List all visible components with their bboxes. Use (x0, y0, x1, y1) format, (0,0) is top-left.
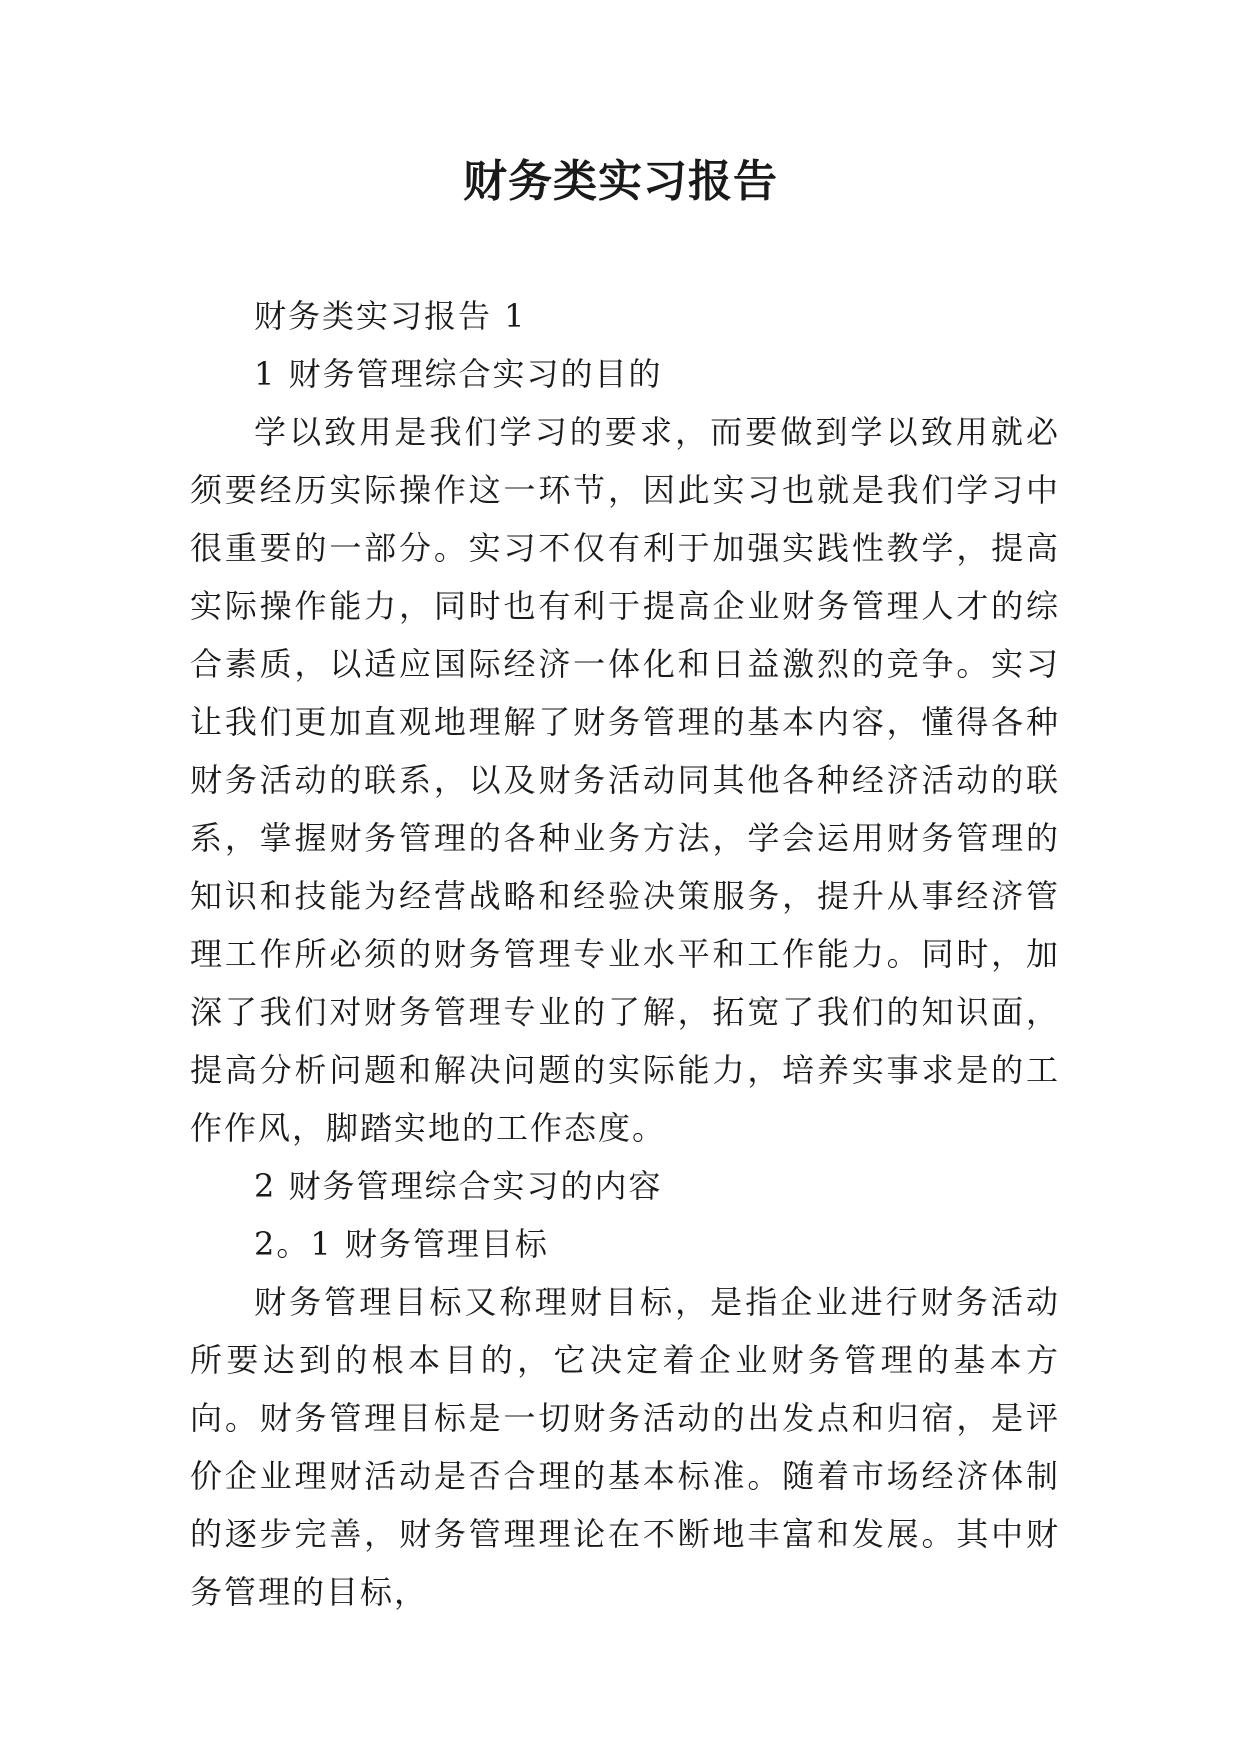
subsection-heading: 1 财务管理综合实习的目的 (254, 355, 663, 393)
document-title: 财务类实习报告 (463, 156, 778, 207)
subsection-heading: 2 财务管理综合实习的内容 (254, 1167, 663, 1205)
document-body (190, 287, 1060, 1621)
subsection-heading: 2。1 财务管理目标 (254, 1225, 549, 1263)
body-paragraph: 学以致用是我们学习的要求，而要做到学以致用就必须要经历实际操作这一环节，因此实习也就是我们学习中很重要的一部分。实习不仅有利于加强实践性教学，提高实际操作能力，同时也有利于提高企业财务管理人才的综合素质，以适应国际经济一体化和日益激烈的竞争。实习让我们更加直观地理解了财务管理的基本内容，懂得各种财务活动的联系，以及财务活动同其他各种经济活动的联系，掌握财务管理的各种业务方法，学会运用财务管理的知识和技能为经营战略和经验决策服务，提升从事经济管理工作所必须的财务管理专业水平和工作能力。同时，加深了我们对财务管理专业的了解，拓宽了我们的知识面，提高分析问题和解决问题的实际能力，培养实事求是的工作作风，脚踏实地的工作态度。 (190, 413, 1060, 1147)
section-heading: 财务类实习报告 1 (254, 297, 527, 335)
body-paragraph: 财务管理目标又称理财目标，是指企业进行财务活动所要达到的根本目的，它决定着企业财务管理的基本方向。财务管理目标是一切财务活动的出发点和归宿，是评价企业理财活动是否合理的基本标准。随着市场经济体制的逐步完善，财务管理理论在不断地丰富和发展。其中财务管理的目标， (190, 1283, 1060, 1611)
